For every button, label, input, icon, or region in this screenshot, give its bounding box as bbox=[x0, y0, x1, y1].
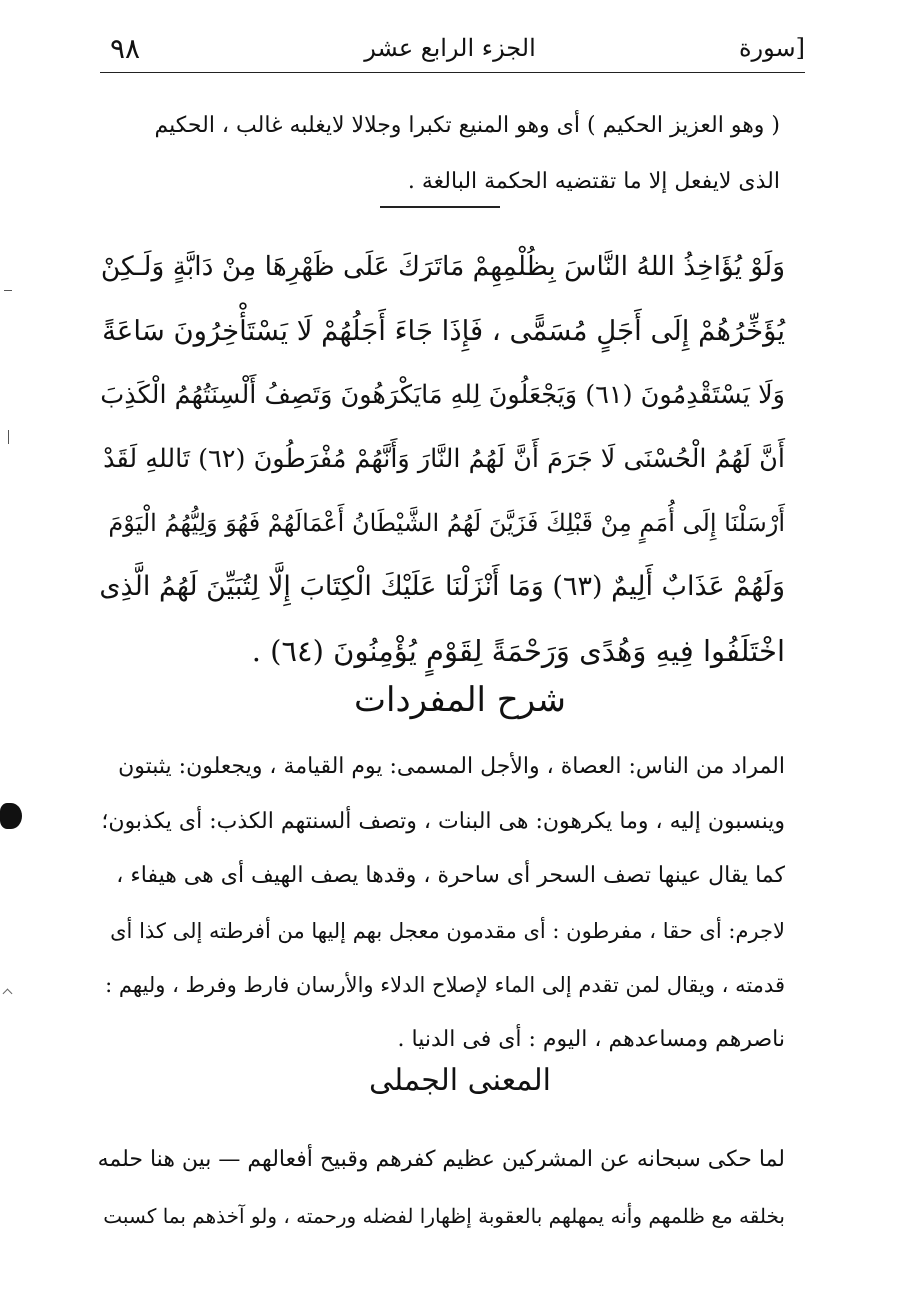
scan-margin-mark bbox=[4, 290, 12, 291]
verse-line: وَلَا يَسْتَقْدِمُونَ (٦١) وَيَجْعَلُونَ لِلهِ مَايَكْرَهُونَ وَتَصِفُ أَلْسِنَتُهُمُ الْكَذِبَ bbox=[100, 380, 785, 410]
intro-line: الذى لايفعل إلا ما تقتضيه الحكمة البالغة . bbox=[407, 169, 780, 194]
running-title: الجزء الرابع عشر bbox=[364, 34, 536, 62]
scan-margin-mark bbox=[3, 989, 13, 999]
header-rule bbox=[100, 72, 805, 73]
vocab-line: كما يقال عينها تصف السحر أى ساحرة ، وقدها يصف الهيف أى هى هيفاء ، bbox=[116, 863, 785, 888]
page-number: ٩٨ bbox=[110, 32, 141, 65]
verse-line: أَرْسَلْنَا إِلَى أُمَمٍ مِنْ قَبْلِكَ فَزَيَّنَ لَهُمُ الشَّيْطَانُ أَعْمَالَهُمْ فَهُوَ وَلِيُّهُمُ الْيَوْمَ bbox=[108, 509, 785, 537]
verse-line: اخْتَلَفُوا فِيهِ وَهُدًى وَرَحْمَةً لِقَوْمٍ يُؤْمِنُونَ (٦٤) . bbox=[251, 634, 785, 668]
intro-paragraph bbox=[100, 98, 780, 210]
vocab-line: لاجرم: أى حقا ، مفرطون : أى مقدمون معجل بهم إليها من أفرطته إلى كذا أى bbox=[110, 918, 785, 943]
verse-line: وَلَوْ يُؤَاخِذُ اللهُ النَّاسَ بِظُلْمِهِمْ مَاتَرَكَ عَلَى ظَهْرِهَا مِنْ دَابَّةٍ وَلَـكِنْ bbox=[100, 251, 785, 282]
sura-label: [سورة bbox=[738, 34, 805, 62]
intro-line: ( وهو العزيز الحكيم ) أى وهو المنيع تكبرا وجلالا لايغلبه غالب ، الحكيم bbox=[154, 113, 780, 138]
section-divider bbox=[380, 206, 500, 208]
vocab-line: ناصرهم ومساعدهم ، اليوم : أى فى الدنيا . bbox=[397, 1026, 785, 1052]
quran-verses bbox=[95, 235, 785, 683]
scan-margin-mark bbox=[8, 430, 9, 444]
scan-ink-blot bbox=[0, 803, 22, 829]
meaning-line: لما حكى سبحانه عن المشركين عظيم كفرهم وقبيح أفعالهم — بين هنا حلمه bbox=[97, 1147, 785, 1172]
vocab-line: وينسبون إليه ، وما يكرهون: هى البنات ، وتصف ألسنتهم الكذب: أى يكذبون؛ bbox=[101, 808, 785, 834]
vocab-line: قدمته ، ويقال لمن تقدم إلى الماء لإصلاح الدلاء والأرسان فارط وفرط ، وليهم : bbox=[105, 973, 785, 997]
vocab-heading: شرح المفردات bbox=[353, 680, 567, 720]
meaning-heading: المعنى الجملى bbox=[368, 1063, 551, 1098]
vocab-paragraph bbox=[95, 740, 785, 1067]
verse-line: أَنَّ لَهُمُ الْحُسْنَى لَا جَرَمَ أَنَّ لَهُمُ النَّارَ وَأَنَّهُمْ مُفْرَطُونَ (٦٢) تَاللهِ لَقَدْ bbox=[103, 444, 785, 474]
page-header bbox=[95, 30, 805, 70]
meaning-paragraph bbox=[95, 1132, 785, 1244]
meaning-line: بخلقه مع ظلمهم وأنه يمهلهم بالعقوبة إظهارا لفضله ورحمته ، ولو آخذهم بما كسبت bbox=[103, 1204, 785, 1228]
verse-line: وَلَهُمْ عَذَابٌ أَلِيمٌ (٦٣) وَمَا أَنْزَلْنَا عَلَيْكَ الْكِتَابَ إِلَّا لِتُبَيِّنَ لَهُمُ الَّذِى bbox=[99, 571, 785, 602]
verse-line: يُؤَخِّرُهُمْ إِلَى أَجَلٍ مُسَمًّى ، فَإِذَا جَاءَ أَجَلُهُمْ لَا يَسْتَأْخِرُونَ سَاعَةً bbox=[102, 315, 785, 347]
vocab-line: المراد من الناس: العصاة ، والأجل المسمى: يوم القيامة ، ويجعلون: يثبتون bbox=[118, 754, 785, 779]
